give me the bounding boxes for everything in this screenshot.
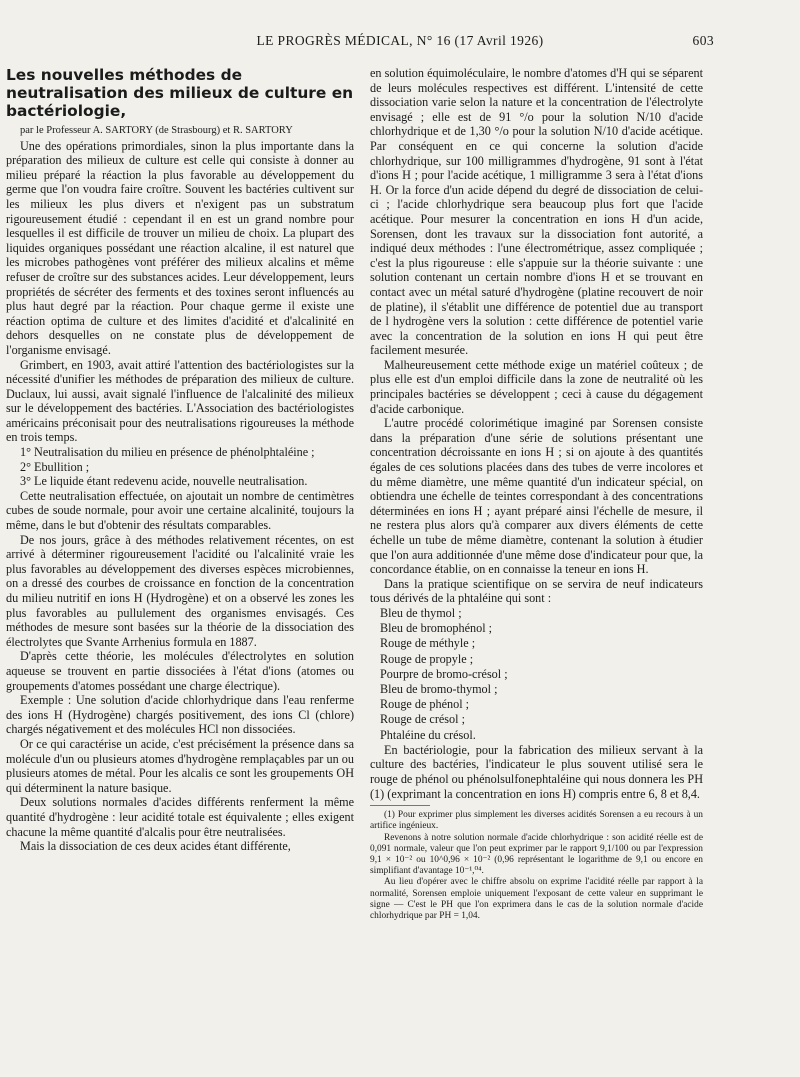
list-item: Bleu de bromophénol ;	[380, 621, 493, 636]
list-item: Pourpre de bromo-crésol ;	[380, 666, 508, 681]
list-item: Rouge de phénol ;	[380, 697, 470, 712]
article-title: Les nouvelles méthodes de neutralisation des milieux de culture en bactériologie,	[6, 66, 354, 120]
paragraph: Dans la pratique scientifique on se servira de neuf indicateurs tous dérivés de la phtaléine qui sont :	[370, 576, 703, 606]
paragraph: Grimbert, en 1903, avait attiré l'attention des bactériologistes sur la nécessité d'unifier les méthodes de préparation des milieux de culture. Duclaux, lui aussi, avait signalé l'influence de l'alcalinité des milieux sur le développement des bactéries. L'Association des bactériologistes américains préconisait pour des neutralisations rigoureuses la méthode en trois temps.	[6, 357, 354, 445]
paragraph: Une des opérations primordiales, sinon la plus importante dans la préparation des milieux de culture est celle qui consiste à donner au milieu préparé la réaction la plus favorable au développement du germe que l'on voudra faire croître. Souvent les bactéries cultivent sur les milieux les plus divers et n'exigent pas un substratum rigoureusement étudié : cependant il en est un grand nombre pour lesquelles il est difficile de trouver un milieu de choix. La plupart des liquides organiques possédant une réaction alcaline, il est naturel que les microbes pathogènes vont préférer des milieux alcalins et même refuser de croître sur des substances acides. Leur développement, leurs propriétés de sécréter des ferments et des toxines seront influencés au plus haut degré par la réaction. Pour chaque germe il existe une réaction optima de culture et des limites d'acidité et d'alcalinité en dehors desquelles on ne constate plus de développement de l'organisme envisagé.	[6, 138, 354, 357]
paragraph: Or ce qui caractérise un acide, c'est précisément la présence dans sa molécule d'un ou plusieurs atomes d'hydrogène remplaçables par un ou plusieurs atomes de métal. Pour les alcalis ce sont les groupements OH qui déterminent la nature basique.	[6, 736, 354, 795]
list-item: Bleu de thymol ;	[380, 605, 462, 620]
list-step: 2° Ebullition ;	[20, 459, 90, 474]
paragraph: Malheureusement cette méthode exige un matériel coûteux ; de plus elle est d'un emploi difficile dans la zone de neutralité où les principales bactéries se développent ; ceci à cause du dégagement d'acide carbonique.	[370, 357, 703, 416]
left-column	[6, 66, 354, 1056]
list-item: Rouge de propyle ;	[380, 651, 474, 666]
indicator-list	[370, 606, 703, 743]
paragraph: En bactériologie, pour la fabrication des milieux servant à la culture des bactéries, l'indicateur le plus souvent utilisé sera le rouge de phénol ou phénolsulfonephtaléine qui nous donnera les PH (1) (exprimant la concentration en ions H) compris entre 6, 8 et 8,4.	[370, 742, 703, 801]
footnotes	[370, 810, 703, 922]
paragraph: D'après cette théorie, les molécules d'électrolytes en solution aqueuse se trouvent en partie dissociées à l'état d'ions (atomes ou groupements d'atomes possédant une charge électrique).	[6, 649, 354, 693]
list-item: Bleu de bromo-thymol ;	[380, 681, 498, 696]
right-column	[370, 66, 703, 1056]
paragraph: Deux solutions normales d'acides différents renferment la même quantité d'hydrogène : leur acidité totale est équivalente ; elles exigent chacune la même quantité d'alcalis pour être neutralisées.	[6, 795, 354, 839]
list-step: 1° Neutralisation du milieu en présence de phénolphtaléine ;	[20, 445, 315, 460]
paragraph: Cette neutralisation effectuée, on ajoutait un nombre de centimètres cubes de soude normale, pour avoir une certaine alcalinité, toujours la même, dans le but d'obtenir des résultats comparables.	[6, 488, 354, 533]
paragraph: Mais la dissociation de ces deux acides étant différente,	[20, 839, 291, 854]
list-item: Rouge de méthyle ;	[380, 636, 476, 651]
article-byline: par le Professeur A. SARTORY (de Strasbourg) et R. SARTORY	[20, 125, 293, 136]
paragraph: L'autre procédé colorimétique imaginé par Sorensen consiste dans la préparation d'une série de solutions présentant une concentration décroissante en ions H ; si on ajoute à des quantités égales de ces solutions placées dans des tubes de verre incolores et du même diamètre, une même quantité d'un indicateur spécial, on obtiendra une échelle de teintes correspondant à des concentrations déterminées en ions H ; ayant préparé ainsi l'échelle de mesure, il ne restera plus alors qu'à comparer aux divers éléments de cette échelle un tube de même diamètre, contenant la solution à étudier que l'on aura additionnée d'une même dose d'indicateur pour que, la concordance établie, on en connaisse la teneur en ions H.	[370, 416, 703, 577]
footnote: Au lieu d'opérer avec le chiffre absolu on exprime l'acidité réelle par rapport à la normalité, Sorensen emploie uniquement l'exposant de cette valeur en supprimant le signe — C'est le PH que l'on exprimera dans le cas de la solution normale d'acide chlorhydrique par PH = 1,04.	[370, 877, 703, 921]
list-step: 3° Le liquide étant redevenu acide, nouvelle neutralisation.	[20, 474, 308, 489]
running-head	[0, 33, 800, 51]
running-title: LE PROGRÈS MÉDICAL, N° 16 (17 Avril 1926)	[256, 33, 544, 48]
paragraph: Exemple : Une solution d'acide chlorhydrique dans l'eau renferme des ions H (Hydrogène) chargés positivement, des ions Cl (chlore) chargés négativement et des molécules HCl non dissociées.	[6, 693, 354, 737]
footnote: Revenons à notre solution normale d'acide chlorhydrique : son acidité réelle est de 0,091 normale, valeur que l'on peut exprimer par le rapport 9,1/100 ou par l'expression 9,1 × 10⁻² ou 10^0,96 × 10⁻² (0,96 représentant le logarithme de 9,1 ou encore en simplifiant d'avantage 10⁻¹,⁰⁴.	[370, 832, 703, 877]
footnote: (1) Pour exprimer plus simplement les diverses acidités Sorensen a eu recours à un artifice ingénieux.	[370, 810, 703, 832]
footnote-rule	[370, 805, 430, 806]
paragraph: en solution équimoléculaire, le nombre d'atomes d'H qui se séparent de leurs molécules respectives est différent. L'intensité de cette dissociation varie selon la nature et la concentration de l'électrolyte envisagé ; elle est de 91 °/o pour la solution N/10 d'acide chlorhydrique et de 1,30 °/o pour la solution N/10 d'acide acétique. Par conséquent en ce qui concerne la solution d'acide chlorhydrique, sur 100 milligrammes d'hydrogène, 91 sont à l'état d'ions H ; pour l'acide acétique, 1 milligramme 3 sera à l'état d'ions H. Or la force d'un acide dépend du degré de dissociation de celui-ci ; l'acide chlorhydrique sera beaucoup plus fort que l'acide acétique. Pour mesurer la concentration en ions H d'un acide, Sorensen, dont les travaux sur la dissociation font autorité, a indiqué deux méthodes : l'une électrométrique, assez compliquée ; c'est la plus rigoureuse : elle s'appuie sur la théorie suivante : une solution contenant un certain nombre d'ions H et se trouvant en contact avec un métal saturé d'hydrogène (platine recouvert de noir de platine), il s'établit une différence de potentiel due au transport de l hydrogène vers la solution : cette différence de potentiel varie avec la concentration de la solution en ions H qui peut être facilement mesurée.	[370, 66, 703, 358]
list-item: Phtaléine du crésol.	[380, 727, 476, 742]
paragraph: De nos jours, grâce à des méthodes relativement récentes, on est arrivé à déterminer rigoureusement l'acidité ou l'alcalinité vraie les plus favorables au développement des diverses espèces microbiennes, on a dressé des courbes de croissance en fonction de la concentration du milieu nutritif en ions H (Hydrogène) et on a observé les zones les plus favorables au pullulement des organismes envisagés. Ces méthodes de mesure sont basées sur la théorie de la dissociation des électrolytes que Svante Arrhenius formula en 1887.	[6, 532, 354, 649]
page-number: 603	[692, 33, 714, 48]
list-item: Rouge de crésol ;	[380, 712, 465, 727]
